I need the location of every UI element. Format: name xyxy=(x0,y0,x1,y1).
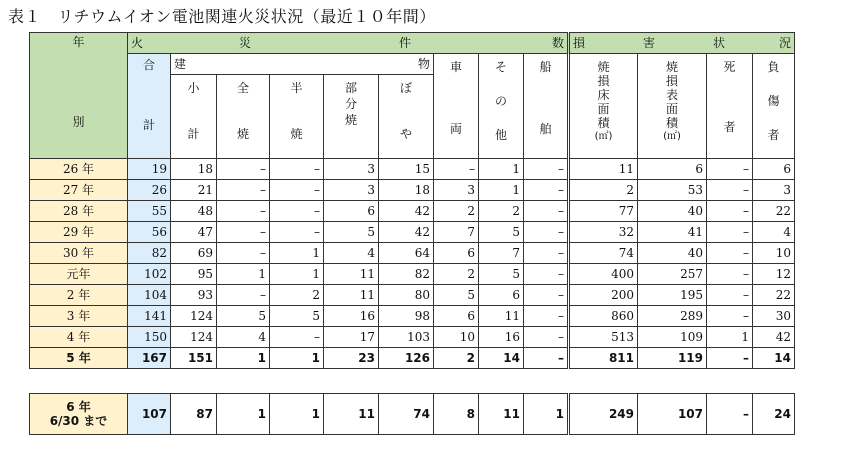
table-row xyxy=(30,159,795,180)
floor-char: 焼 xyxy=(597,60,610,74)
fire-count-header xyxy=(128,33,569,54)
cell-full: – xyxy=(217,243,270,264)
cell-surf: 119 xyxy=(638,348,707,369)
cell-full: – xyxy=(217,159,270,180)
surface-area-header xyxy=(638,54,707,159)
cell-inj: 22 xyxy=(753,285,795,306)
cell-inj: 10 xyxy=(753,243,795,264)
cell-part: 16 xyxy=(324,306,379,327)
cell-full: – xyxy=(217,222,270,243)
cell-floor: 200 xyxy=(569,285,638,306)
boya-header xyxy=(379,75,434,159)
year-cell: 27 年 xyxy=(30,180,128,201)
table-row xyxy=(30,243,795,264)
cell-dead: – xyxy=(707,159,753,180)
cell-half: 1 xyxy=(270,348,324,369)
cell-full: – xyxy=(217,201,270,222)
son-char: 損 xyxy=(573,36,586,50)
ytd-table xyxy=(29,393,795,435)
cell-ship: – xyxy=(524,264,569,285)
cell-part: 3 xyxy=(324,159,379,180)
cell-dead: – xyxy=(707,285,753,306)
cell-surf: 107 xyxy=(638,394,707,435)
year-cell: 3 年 xyxy=(30,306,128,327)
cell-surf: 41 xyxy=(638,222,707,243)
cell-boya: 18 xyxy=(379,180,434,201)
partial-burn-header xyxy=(324,75,379,159)
cell-sub: 48 xyxy=(171,201,217,222)
cell-ship: – xyxy=(524,285,569,306)
cell-half: – xyxy=(270,201,324,222)
cell-ship: – xyxy=(524,243,569,264)
table-row xyxy=(30,394,795,435)
cell-veh: – xyxy=(434,159,479,180)
sai-char: 災 xyxy=(239,36,252,50)
boya-char: や xyxy=(399,127,412,141)
other-header xyxy=(479,54,524,159)
year-cell: 元年 xyxy=(30,264,128,285)
table-row xyxy=(30,348,795,369)
cell-sub: 47 xyxy=(171,222,217,243)
cell-surf: 40 xyxy=(638,201,707,222)
cell-boya: 42 xyxy=(379,222,434,243)
cell-part: 17 xyxy=(324,327,379,348)
cell-floor: 2 xyxy=(569,180,638,201)
total-header-bottom: 計 xyxy=(142,118,155,132)
partial-char: 焼 xyxy=(344,113,357,127)
partial-char: 分 xyxy=(344,97,357,111)
cell-dead: 1 xyxy=(707,327,753,348)
cell-boya: 103 xyxy=(379,327,434,348)
cell-total: 150 xyxy=(128,327,171,348)
cell-dead: – xyxy=(707,264,753,285)
cell-sub: 151 xyxy=(171,348,217,369)
year-cell: 28 年 xyxy=(30,201,128,222)
partial-char: 部 xyxy=(344,81,357,95)
year-cell: 30 年 xyxy=(30,243,128,264)
cell-boya: 74 xyxy=(379,394,434,435)
building-right: 物 xyxy=(417,57,430,71)
year-cell: 2 年 xyxy=(30,285,128,306)
cell-other: 5 xyxy=(479,222,524,243)
cell-part: 11 xyxy=(324,394,379,435)
cell-other: 5 xyxy=(479,264,524,285)
cell-total: 107 xyxy=(128,394,171,435)
cell-surf: 289 xyxy=(638,306,707,327)
table-row xyxy=(30,306,795,327)
ken-char: 件 xyxy=(399,36,412,50)
dead-header xyxy=(707,54,753,159)
area-unit-label: (㎡) xyxy=(663,131,681,142)
year-cell xyxy=(30,394,128,435)
cell-floor: 811 xyxy=(569,348,638,369)
cell-sub: 93 xyxy=(171,285,217,306)
cell-veh: 2 xyxy=(434,348,479,369)
year-cell: 26 年 xyxy=(30,159,128,180)
injured-header xyxy=(753,54,795,159)
cell-part: 23 xyxy=(324,348,379,369)
surface-char: 損 xyxy=(665,74,678,88)
table-row xyxy=(30,222,795,243)
cell-other: 1 xyxy=(479,180,524,201)
total-header xyxy=(128,54,171,159)
table-row xyxy=(30,285,795,306)
cell-ship: – xyxy=(524,222,569,243)
cell-surf: 195 xyxy=(638,285,707,306)
sub-char: 計 xyxy=(187,127,200,141)
cell-floor: 860 xyxy=(569,306,638,327)
cell-dead: – xyxy=(707,180,753,201)
year-header-bottom: 別 xyxy=(72,115,85,129)
cell-ship: – xyxy=(524,180,569,201)
injured-char: 負 xyxy=(767,60,780,74)
cell-dead: – xyxy=(707,394,753,435)
table-row xyxy=(30,264,795,285)
year-header xyxy=(30,33,128,159)
table-row xyxy=(30,201,795,222)
cell-boya: 15 xyxy=(379,159,434,180)
cell-boya: 126 xyxy=(379,348,434,369)
cell-sub: 124 xyxy=(171,327,217,348)
cell-sub: 124 xyxy=(171,306,217,327)
half-burn-header xyxy=(270,75,324,159)
cell-other: 7 xyxy=(479,243,524,264)
full-char: 焼 xyxy=(236,127,249,141)
cell-other: 2 xyxy=(479,201,524,222)
total-header-top: 合 xyxy=(142,58,155,72)
half-char: 半 xyxy=(290,81,303,95)
cell-floor: 513 xyxy=(569,327,638,348)
cell-dead: – xyxy=(707,306,753,327)
year-cell: 4 年 xyxy=(30,327,128,348)
cell-dead: – xyxy=(707,348,753,369)
ytd-year-label: 6 年 xyxy=(66,400,91,414)
cell-surf: 257 xyxy=(638,264,707,285)
cell-ship: 1 xyxy=(524,394,569,435)
table-title: 表１ リチウムイオン電池関連火災状況（最近１０年間） xyxy=(8,7,436,26)
floor-char: 面 xyxy=(597,102,610,116)
injured-char: 傷 xyxy=(767,94,780,108)
vehicle-char: 車 xyxy=(449,60,462,74)
ship-char: 舶 xyxy=(539,122,552,136)
full-char: 全 xyxy=(236,81,249,95)
cell-floor: 11 xyxy=(569,159,638,180)
cell-surf: 6 xyxy=(638,159,707,180)
cell-ship: – xyxy=(524,348,569,369)
cell-veh: 7 xyxy=(434,222,479,243)
ship-header xyxy=(524,54,569,159)
cell-total: 55 xyxy=(128,201,171,222)
cell-part: 11 xyxy=(324,285,379,306)
fire-statistics-table xyxy=(29,32,795,369)
cell-full: 1 xyxy=(217,394,270,435)
cell-total: 102 xyxy=(128,264,171,285)
cell-veh: 8 xyxy=(434,394,479,435)
cell-boya: 98 xyxy=(379,306,434,327)
cell-boya: 42 xyxy=(379,201,434,222)
surface-char: 積 xyxy=(665,116,678,130)
cell-inj: 3 xyxy=(753,180,795,201)
cell-other: 6 xyxy=(479,285,524,306)
dead-char: 死 xyxy=(723,60,736,74)
surface-char: 面 xyxy=(665,102,678,116)
cell-sub: 95 xyxy=(171,264,217,285)
cell-inj: 14 xyxy=(753,348,795,369)
cell-floor: 249 xyxy=(569,394,638,435)
damage-header xyxy=(569,33,795,54)
cell-ship: – xyxy=(524,306,569,327)
cell-inj: 24 xyxy=(753,394,795,435)
cell-veh: 2 xyxy=(434,264,479,285)
ship-char: 船 xyxy=(539,60,552,74)
cell-veh: 3 xyxy=(434,180,479,201)
cell-other: 11 xyxy=(479,306,524,327)
cell-inj: 30 xyxy=(753,306,795,327)
cell-part: 6 xyxy=(324,201,379,222)
other-char: の xyxy=(494,94,507,108)
cell-total: 104 xyxy=(128,285,171,306)
cell-sub: 18 xyxy=(171,159,217,180)
cell-dead: – xyxy=(707,243,753,264)
cell-floor: 77 xyxy=(569,201,638,222)
cell-dead: – xyxy=(707,222,753,243)
floor-char: 積 xyxy=(597,116,610,130)
full-burn-header xyxy=(217,75,270,159)
cell-full: – xyxy=(217,180,270,201)
cell-total: 141 xyxy=(128,306,171,327)
half-char: 焼 xyxy=(290,127,303,141)
cell-ship: – xyxy=(524,201,569,222)
cell-half: 1 xyxy=(270,264,324,285)
cell-boya: 82 xyxy=(379,264,434,285)
cell-total: 167 xyxy=(128,348,171,369)
cell-half: 1 xyxy=(270,394,324,435)
kyou-char: 況 xyxy=(778,36,791,50)
cell-inj: 6 xyxy=(753,159,795,180)
cell-part: 4 xyxy=(324,243,379,264)
cell-part: 3 xyxy=(324,180,379,201)
cell-other: 16 xyxy=(479,327,524,348)
cell-other: 11 xyxy=(479,394,524,435)
cell-half: 1 xyxy=(270,243,324,264)
cell-veh: 2 xyxy=(434,201,479,222)
cell-full: 1 xyxy=(217,264,270,285)
cell-inj: 22 xyxy=(753,201,795,222)
floor-char: 損 xyxy=(597,74,610,88)
year-cell: 29 年 xyxy=(30,222,128,243)
cell-inj: 12 xyxy=(753,264,795,285)
suu-char: 数 xyxy=(551,36,564,50)
ytd-year-label: 6/30 まで xyxy=(49,414,108,428)
sub-char: 小 xyxy=(187,81,200,95)
cell-ship: – xyxy=(524,327,569,348)
vehicle-char: 両 xyxy=(449,122,462,136)
cell-veh: 6 xyxy=(434,243,479,264)
cell-part: 5 xyxy=(324,222,379,243)
cell-total: 26 xyxy=(128,180,171,201)
cell-floor: 400 xyxy=(569,264,638,285)
other-char: そ xyxy=(494,60,507,74)
year-cell: 5 年 xyxy=(30,348,128,369)
cell-floor: 32 xyxy=(569,222,638,243)
surface-char: 焼 xyxy=(665,60,678,74)
building-left: 建 xyxy=(174,57,187,71)
year-header-top: 年 xyxy=(72,35,85,49)
gai-char: 害 xyxy=(643,36,656,50)
floor-char: 床 xyxy=(597,88,610,102)
cell-part: 11 xyxy=(324,264,379,285)
cell-veh: 10 xyxy=(434,327,479,348)
dead-char: 者 xyxy=(723,120,736,134)
building-header xyxy=(171,54,434,75)
cell-full: – xyxy=(217,285,270,306)
fire-char: 火 xyxy=(131,36,144,50)
cell-boya: 64 xyxy=(379,243,434,264)
cell-half: – xyxy=(270,159,324,180)
cell-half: – xyxy=(270,180,324,201)
cell-full: 1 xyxy=(217,348,270,369)
cell-surf: 53 xyxy=(638,180,707,201)
cell-surf: 40 xyxy=(638,243,707,264)
cell-half: – xyxy=(270,327,324,348)
cell-half: – xyxy=(270,222,324,243)
cell-full: 5 xyxy=(217,306,270,327)
cell-floor: 74 xyxy=(569,243,638,264)
cell-other: 1 xyxy=(479,159,524,180)
floor-area-header xyxy=(569,54,638,159)
cell-half: 2 xyxy=(270,285,324,306)
cell-dead: – xyxy=(707,201,753,222)
boya-char: ぼ xyxy=(399,81,412,95)
jou-char: 状 xyxy=(713,36,726,50)
table-row xyxy=(30,180,795,201)
cell-surf: 109 xyxy=(638,327,707,348)
other-char: 他 xyxy=(494,128,507,142)
cell-half: 5 xyxy=(270,306,324,327)
table-row xyxy=(30,327,795,348)
cell-full: 4 xyxy=(217,327,270,348)
cell-other: 14 xyxy=(479,348,524,369)
vehicle-header xyxy=(434,54,479,159)
subtotal-header xyxy=(171,75,217,159)
cell-inj: 4 xyxy=(753,222,795,243)
cell-total: 82 xyxy=(128,243,171,264)
cell-total: 56 xyxy=(128,222,171,243)
cell-ship: – xyxy=(524,159,569,180)
cell-inj: 42 xyxy=(753,327,795,348)
cell-sub: 69 xyxy=(171,243,217,264)
cell-veh: 5 xyxy=(434,285,479,306)
cell-boya: 80 xyxy=(379,285,434,306)
surface-char: 表 xyxy=(665,88,678,102)
injured-char: 者 xyxy=(767,128,780,142)
cell-total: 19 xyxy=(128,159,171,180)
cell-sub: 21 xyxy=(171,180,217,201)
cell-veh: 6 xyxy=(434,306,479,327)
cell-sub: 87 xyxy=(171,394,217,435)
area-unit-label: (㎡) xyxy=(594,131,613,142)
